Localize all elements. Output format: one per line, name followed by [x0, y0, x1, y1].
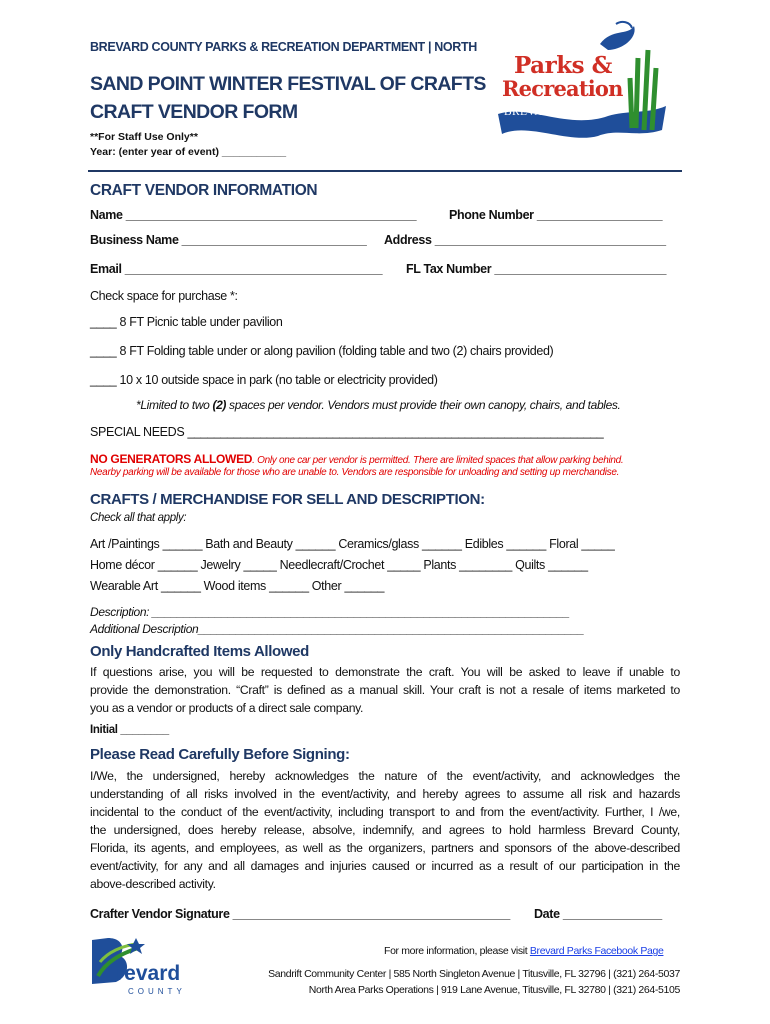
footer-address-2: North Area Parks Operations | 919 Lane Avenue, Titusville, FL 32780 | (321) 264-5105: [308, 984, 680, 996]
no-generators-bold: NO GENERATORS ALLOWED: [90, 452, 253, 466]
handcrafted-line: you as a vendor or products of a direct sale company.: [90, 701, 364, 715]
signature-field[interactable]: Crafter Vendor Signature __________________________________________: [90, 907, 510, 921]
crafts-heading: CRAFTS / MERCHANDISE FOR SELL AND DESCRIPTION:: [90, 491, 485, 508]
facebook-page-link[interactable]: Brevard Parks Facebook Page: [529, 945, 664, 957]
tax-number-field[interactable]: FL Tax Number __________________________: [406, 262, 667, 276]
parks-recreation-logo: [488, 18, 672, 142]
no-generators-note: [90, 450, 623, 468]
release-line: above-described activity.: [90, 877, 216, 891]
release-line: incidental to the conduct of the event/activity, including transport to and from the event/activity. Further, I /we,: [90, 805, 680, 819]
additional-description-field[interactable]: Additional Description_____________________________________________________________: [90, 622, 585, 636]
release-line: Florida, its agents, and employees, as well as the organizers, partners and sponsors of the above-described: [90, 841, 680, 855]
signing-heading: Please Read Carefully Before Signing:: [90, 746, 350, 763]
staff-use-label: **For Staff Use Only**: [90, 131, 198, 143]
page-title-line2: CRAFT VENDOR FORM: [90, 101, 298, 123]
more-info-prefix: For more information, please visit: [384, 945, 530, 957]
header-divider: [88, 170, 682, 172]
brevard-logo-word: revard: [116, 962, 181, 985]
department-header: BREVARD COUNTY PARKS & RECREATION DEPARTMENT | NORTH: [90, 40, 477, 54]
release-line: understanding of all risks involved in the event/activity, and hereby agrees to assume all risk and hazards: [90, 787, 680, 801]
address-field[interactable]: Address ___________________________________: [384, 233, 666, 247]
handcrafted-line: If questions arise, you will be requested to demonstrate the craft. You will be asked to leave if unable to: [90, 665, 680, 679]
crafts-row-2[interactable]: Home décor ______ Jewelry _____ Needlecraft/Crochet _____ Plants ________ Quilts ______: [90, 558, 588, 572]
crafts-row-1[interactable]: Art /Paintings ______ Bath and Beauty ______ Ceramics/glass ______ Edibles ______ Floral _____: [90, 537, 615, 551]
handcrafted-paragraph: [90, 663, 680, 717]
more-info-line: [384, 945, 663, 957]
crafts-row-3[interactable]: Wearable Art ______ Wood items ______ Other ______: [90, 579, 385, 593]
check-all-label: Check all that apply:: [90, 512, 187, 524]
limit-bold: (2): [212, 398, 227, 412]
business-name-field[interactable]: Business Name ____________________________: [90, 233, 367, 247]
initial-field[interactable]: Initial ________: [90, 724, 169, 736]
logo-county-text: BREVARD COUNTY: [504, 106, 613, 118]
option-outside-space[interactable]: ____ 10 x 10 outside space in park (no table or electricity provided): [90, 373, 438, 387]
release-line: event/activity, for any and all damages and injuries caused or incurred as a result of our participation in the: [90, 859, 680, 873]
description-field[interactable]: Description: __________________________________________________________________: [90, 605, 570, 619]
handcrafted-heading: Only Handcrafted Items Allowed: [90, 643, 309, 660]
handcrafted-line: provide the demonstration. “Craft” is defined as a manual skill. Your craft is not a resale of items marketed to: [90, 683, 680, 697]
email-field[interactable]: Email _______________________________________: [90, 262, 383, 276]
option-folding-table[interactable]: ____ 8 FT Folding table under or along pavilion (folding table and two (2) chairs provided): [90, 344, 554, 358]
brevard-county-logo: [86, 932, 212, 1002]
option-picnic-table[interactable]: ____ 8 FT Picnic table under pavilion: [90, 315, 283, 329]
cattail-reeds-icon: [630, 50, 656, 130]
date-field[interactable]: Date _______________: [534, 907, 662, 921]
limit-note: [136, 398, 621, 412]
page-title-line1: SAND POINT WINTER FESTIVAL OF CRAFTS: [90, 73, 486, 95]
no-generators-text: . Only one car per vendor is permitted. There are limited spaces that allow parking behind.: [252, 455, 624, 466]
logo-parks-text: Parks &: [514, 52, 612, 79]
logo-recreation-text: Recreation: [502, 76, 623, 101]
phone-field[interactable]: Phone Number ___________________: [449, 208, 663, 222]
heron-bird-icon: [600, 26, 635, 50]
limit-suffix: spaces per vendor. Vendors must provide their own canopy, chairs, and tables.: [226, 398, 621, 412]
vendor-info-heading: CRAFT VENDOR INFORMATION: [90, 182, 318, 199]
release-paragraph: [90, 767, 680, 893]
release-line: the undersigned, does hereby release, absolve, indemnify, and agrees to hold harmless Brevard County,: [90, 823, 680, 837]
brevard-logo-county: COUNTY: [128, 987, 186, 996]
parking-note: Nearby parking will be available for those who are unable to. Vendors are responsible for unloading and setting up merchandise.: [90, 467, 620, 478]
check-space-label: Check space for purchase *:: [90, 289, 238, 303]
year-field[interactable]: Year: (enter year of event) ___________: [90, 146, 287, 158]
special-needs-field[interactable]: SPECIAL NEEDS _______________________________________________________________: [90, 425, 604, 439]
name-field[interactable]: Name ____________________________________________: [90, 208, 417, 222]
limit-prefix: *Limited to two: [136, 398, 213, 412]
footer-address-1: Sandrift Community Center | 585 North Singleton Avenue | Titusville, FL 32796 | (321) 264-5037: [268, 968, 680, 980]
release-line: I/We, the undersigned, hereby acknowledges the nature of the event/activity, and acknowledges the: [90, 769, 680, 783]
